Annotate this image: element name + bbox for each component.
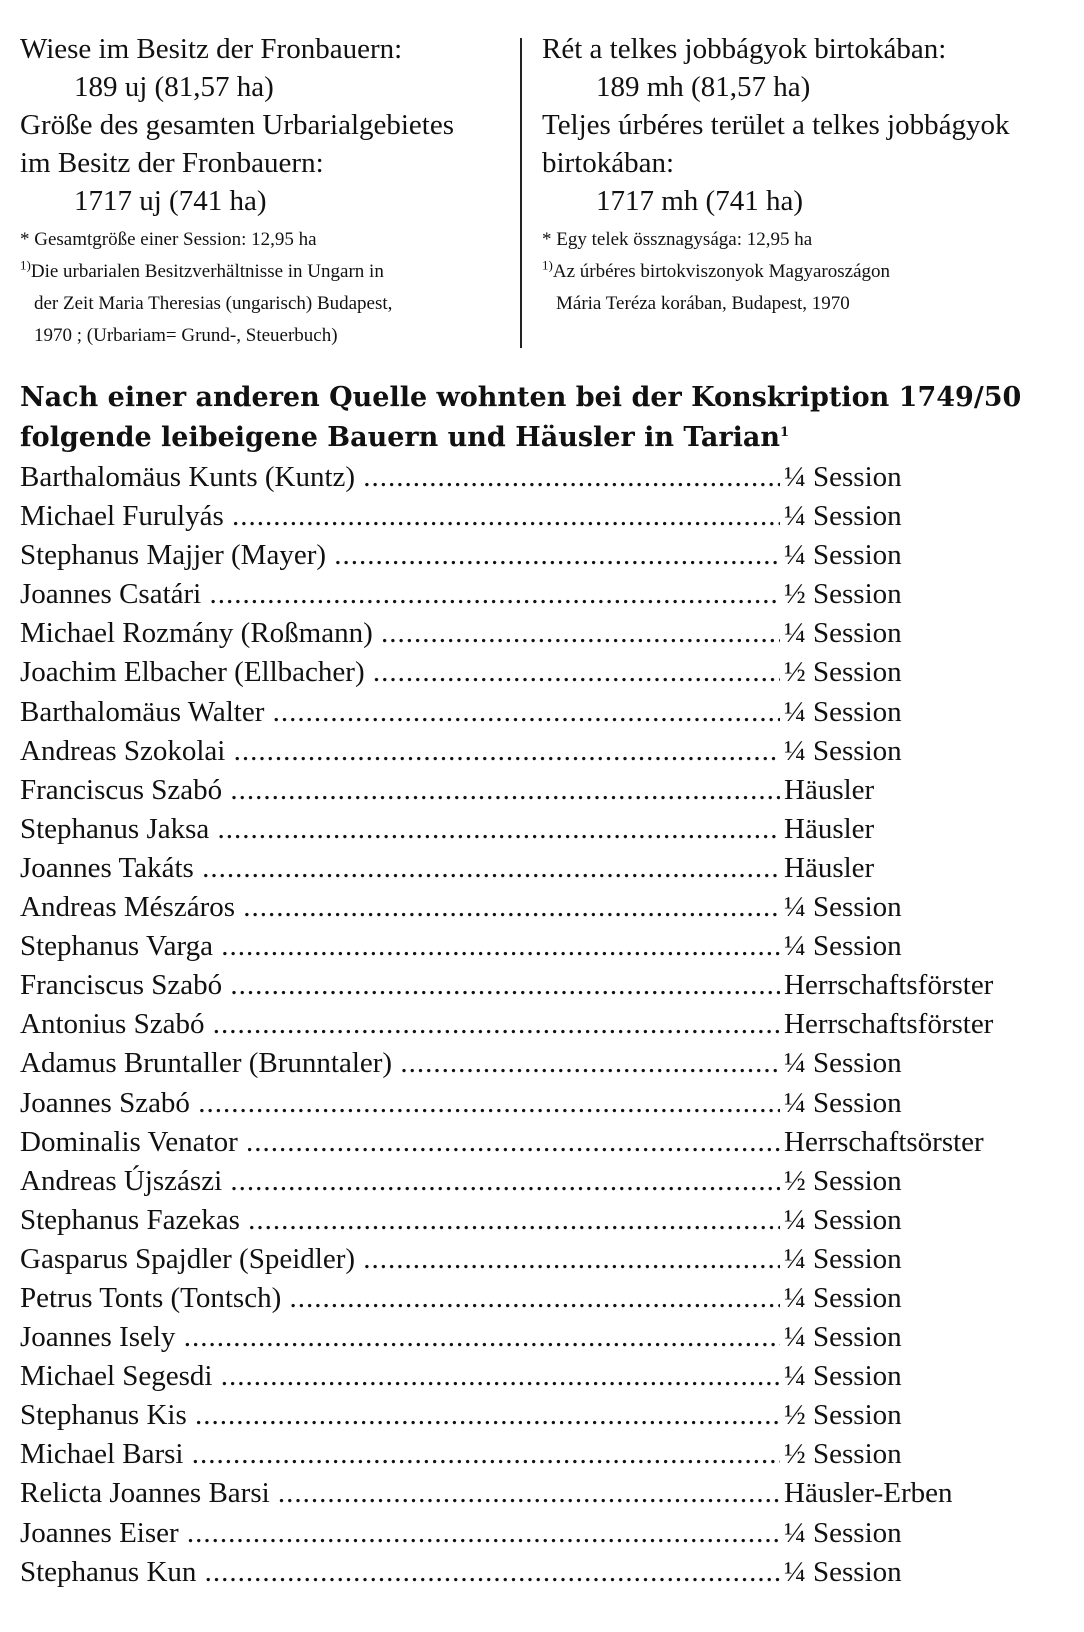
entry-name: Stephanus Kun ..... bbox=[20, 1553, 780, 1592]
entry-holding: ¼ Session bbox=[782, 497, 902, 536]
entry-holding: ½ Session bbox=[782, 653, 902, 692]
list-item bbox=[20, 1162, 1070, 1201]
list-item bbox=[20, 849, 1070, 888]
entry-name: Stephanus Jaksa ..... bbox=[20, 810, 780, 849]
entry-name: Michael Furulyás ..... bbox=[20, 497, 780, 536]
entry-name: Michael Barsi ..... bbox=[20, 1435, 780, 1474]
list-item bbox=[20, 1201, 1070, 1240]
entry-name: Andreas Szokolai ..... bbox=[20, 732, 780, 771]
hungarian-column bbox=[542, 30, 1032, 320]
total-area-value-de: 1717 uj (741 ha) bbox=[74, 185, 267, 217]
list-item bbox=[20, 1435, 1070, 1474]
entry-name: Michael Rozmány (Roßmann) ..... bbox=[20, 614, 780, 653]
footnote-de bbox=[20, 256, 502, 288]
list-item bbox=[20, 771, 1070, 810]
session-size-note-de: * Gesamtgröße einer Session: 12,95 ha bbox=[20, 229, 317, 250]
footnote-de-line3: 1970 ; (Urbariam= Grund-, Steuerbuch) bbox=[34, 325, 338, 346]
entry-name: Gasparus Spajdler (Speidler) ..... bbox=[20, 1240, 780, 1279]
entry-name: Joannes Szabó ..... bbox=[20, 1084, 780, 1123]
entry-holding: ¼ Session bbox=[782, 732, 902, 771]
entry-holding: ¼ Session bbox=[782, 1318, 902, 1357]
entry-name: Joannes Csatári ..... bbox=[20, 575, 780, 614]
footnote-hu-line2: Mária Teréza korában, Budapest, 1970 bbox=[556, 293, 850, 314]
entry-name: Andreas Mészáros ..... bbox=[20, 888, 780, 927]
list-item bbox=[20, 614, 1070, 653]
column-divider bbox=[520, 38, 522, 348]
footnote-text-hu: Az úrbéres birtokviszonyok Magyaroszágon bbox=[552, 261, 891, 282]
entry-name: Franciscus Szabó ..... bbox=[20, 966, 780, 1005]
footnote-de-line2: der Zeit Maria Theresias (ungarisch) Budapest, bbox=[34, 293, 393, 314]
entry-name: Joachim Elbacher (Ellbacher) ..... bbox=[20, 653, 780, 692]
meadow-label-hu: Rét a telkes jobbágyok birtokában: bbox=[542, 33, 947, 65]
list-item bbox=[20, 1553, 1070, 1592]
entry-name: Stephanus Majjer (Mayer) ..... bbox=[20, 536, 780, 575]
list-item bbox=[20, 1396, 1070, 1435]
entry-holding: ¼ Session bbox=[782, 693, 902, 732]
footnote-hu bbox=[542, 256, 1032, 288]
entry-name: Michael Segesdi ..... bbox=[20, 1357, 780, 1396]
entry-holding: ¼ Session bbox=[782, 458, 902, 497]
entry-holding: ¼ Session bbox=[782, 927, 902, 966]
entry-name: Dominalis Venator ..... bbox=[20, 1123, 780, 1162]
entry-holding: Herrschaftsförster bbox=[782, 1005, 993, 1044]
entry-holding: Herrschaftsörster bbox=[782, 1123, 984, 1162]
entry-name: Joannes Takáts ..... bbox=[20, 849, 780, 888]
entry-holding: ¼ Session bbox=[782, 614, 902, 653]
entry-holding: ¼ Session bbox=[782, 1044, 902, 1083]
footnote-marker: 1) bbox=[20, 257, 31, 273]
entry-holding: Häusler-Erben bbox=[782, 1474, 953, 1513]
entry-name: Franciscus Szabó ..... bbox=[20, 771, 780, 810]
meadow-value-de: 189 uj (81,57 ha) bbox=[74, 71, 274, 103]
entry-holding: ½ Session bbox=[782, 575, 902, 614]
entry-holding: Herrschaftsförster bbox=[782, 966, 993, 1005]
entry-holding: ½ Session bbox=[782, 1396, 902, 1435]
entry-holding: ¼ Session bbox=[782, 888, 902, 927]
total-area-label-de: Größe des gesamten Urbarialgebietes bbox=[20, 109, 455, 141]
list-item bbox=[20, 575, 1070, 614]
list-item bbox=[20, 1279, 1070, 1318]
list-item bbox=[20, 888, 1070, 927]
list-item bbox=[20, 1084, 1070, 1123]
entry-holding: ¼ Session bbox=[782, 1514, 902, 1553]
list-item bbox=[20, 458, 1070, 497]
german-column bbox=[20, 30, 502, 352]
entry-name: Relicta Joannes Barsi ..... bbox=[20, 1474, 780, 1513]
serf-list bbox=[20, 458, 1070, 1592]
entry-name: Petrus Tonts (Tontsch) ..... bbox=[20, 1279, 780, 1318]
entry-name: Adamus Bruntaller (Brunntaler) ..... bbox=[20, 1044, 780, 1083]
list-item bbox=[20, 1357, 1070, 1396]
total-area-label-hu-cont: birtokában: bbox=[542, 147, 675, 179]
list-item bbox=[20, 1123, 1070, 1162]
list-item bbox=[20, 810, 1070, 849]
entry-name: Joannes Isely ..... bbox=[20, 1318, 780, 1357]
entry-holding: ¼ Session bbox=[782, 1357, 902, 1396]
section-heading-line1: Nach einer anderen Quelle wohnten bei der Konskription 1749/50 bbox=[20, 382, 1022, 413]
entry-holding: ½ Session bbox=[782, 1162, 902, 1201]
entry-name: Barthalomäus Kunts (Kuntz) ..... bbox=[20, 458, 780, 497]
section-heading-text: folgende leibeigene Bauern und Häusler in Tarian bbox=[20, 422, 781, 453]
heading-footnote-marker: 1 bbox=[780, 425, 790, 440]
list-item bbox=[20, 1318, 1070, 1357]
entry-holding: ¼ Session bbox=[782, 536, 902, 575]
session-size-note-hu: * Egy telek össznagysága: 12,95 ha bbox=[542, 229, 813, 250]
list-item bbox=[20, 1474, 1070, 1513]
entry-name: Stephanus Fazekas ..... bbox=[20, 1201, 780, 1240]
total-area-value-hu: 1717 mh (741 ha) bbox=[596, 185, 803, 217]
entry-holding: ¼ Session bbox=[782, 1201, 902, 1240]
meadow-value-hu: 189 mh (81,57 ha) bbox=[596, 71, 811, 103]
entry-holding: ¼ Session bbox=[782, 1279, 902, 1318]
footnote-text-de: Die urbarialen Besitzverhältnisse in Ungarn in bbox=[30, 261, 384, 282]
list-item bbox=[20, 653, 1070, 692]
total-area-label-hu: Teljes úrbéres terület a telkes jobbágyok bbox=[542, 109, 1010, 141]
entry-name: Barthalomäus Walter ..... bbox=[20, 693, 780, 732]
list-item bbox=[20, 1044, 1070, 1083]
entry-holding: Häusler bbox=[782, 849, 874, 888]
entry-holding: ¼ Session bbox=[782, 1240, 902, 1279]
entry-holding: Häusler bbox=[782, 810, 874, 849]
list-item bbox=[20, 693, 1070, 732]
entry-name: Antonius Szabó ..... bbox=[20, 1005, 780, 1044]
list-item bbox=[20, 1240, 1070, 1279]
entry-name: Stephanus Kis ..... bbox=[20, 1396, 780, 1435]
meadow-label-de: Wiese im Besitz der Fronbauern: bbox=[20, 33, 403, 65]
total-area-label-de-cont: im Besitz der Fronbauern: bbox=[20, 147, 324, 179]
list-item bbox=[20, 497, 1070, 536]
list-item bbox=[20, 536, 1070, 575]
entry-holding: ¼ Session bbox=[782, 1553, 902, 1592]
entry-holding: ½ Session bbox=[782, 1435, 902, 1474]
list-item bbox=[20, 732, 1070, 771]
section-heading-line2 bbox=[20, 418, 1060, 458]
section-heading bbox=[20, 378, 1060, 458]
list-item bbox=[20, 1514, 1070, 1553]
entry-holding: Häusler bbox=[782, 771, 874, 810]
list-item bbox=[20, 966, 1070, 1005]
entry-holding: ¼ Session bbox=[782, 1084, 902, 1123]
entry-name: Joannes Eiser ..... bbox=[20, 1514, 780, 1553]
list-item bbox=[20, 927, 1070, 966]
footnote-marker: 1) bbox=[542, 257, 553, 273]
entry-name: Andreas Újszászi ..... bbox=[20, 1162, 780, 1201]
list-item bbox=[20, 1005, 1070, 1044]
entry-name: Stephanus Varga ..... bbox=[20, 927, 780, 966]
